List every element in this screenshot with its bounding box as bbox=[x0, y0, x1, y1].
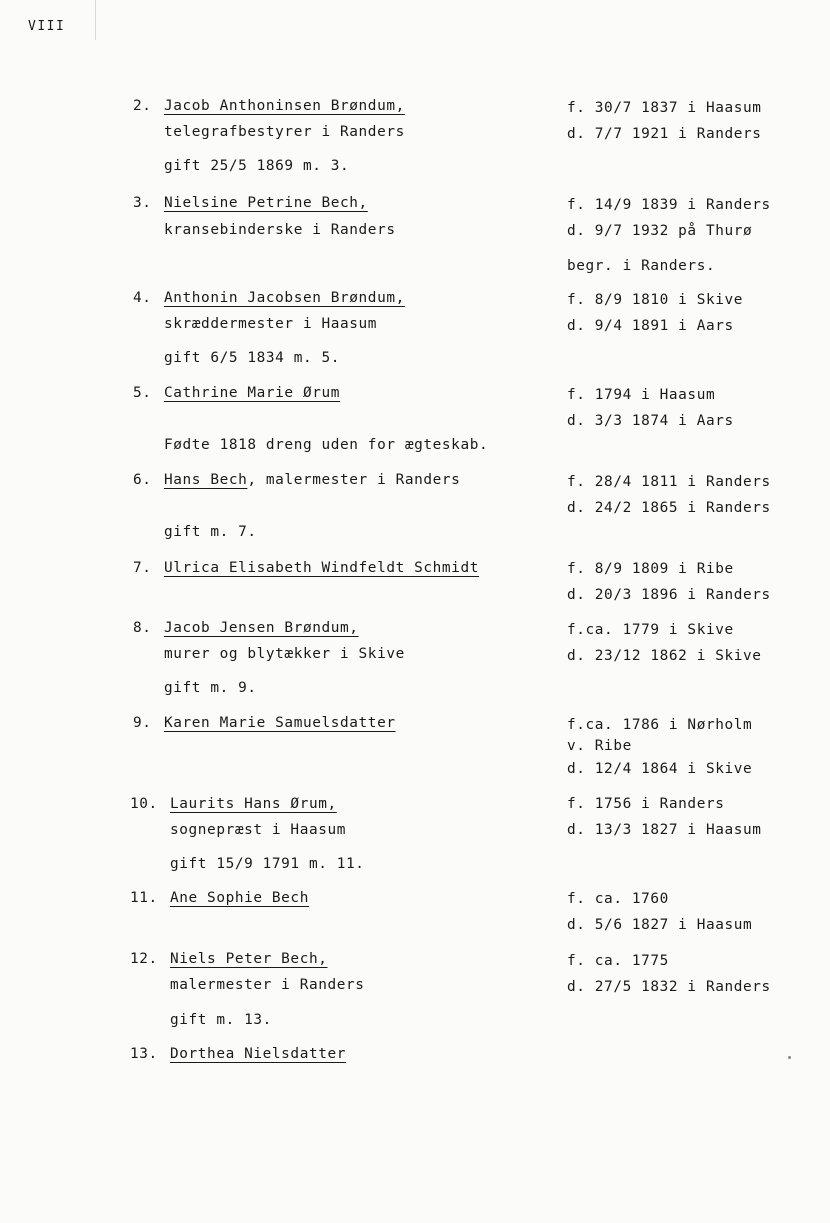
entry-number: 11. bbox=[130, 890, 158, 906]
marriage-note: gift 6/5 1834 m. 5. bbox=[164, 350, 341, 366]
occupation: murer og blytækker i Skive bbox=[164, 646, 405, 662]
marriage-note: gift 15/9 1791 m. 11. bbox=[170, 856, 365, 872]
birth-info: f.ca. 1786 i Nørholm bbox=[567, 717, 753, 733]
death-info: d. 9/7 1932 på Thurø bbox=[567, 223, 753, 239]
death-info: d. 12/4 1864 i Skive bbox=[567, 761, 753, 777]
death-info: d. 13/3 1827 i Haasum bbox=[567, 822, 762, 838]
person-name: Karen Marie Samuelsdatter bbox=[164, 715, 396, 731]
death-info: d. 20/3 1896 i Randers bbox=[567, 587, 771, 603]
death-info: d. 9/4 1891 i Aars bbox=[567, 318, 734, 334]
occupation: kransebinderske i Randers bbox=[164, 222, 396, 238]
person-name: Jacob Jensen Brøndum, bbox=[164, 620, 359, 636]
entry-number: 10. bbox=[130, 796, 158, 812]
entry-number: 9. bbox=[133, 715, 152, 731]
occupation: sognepræst i Haasum bbox=[170, 822, 347, 838]
death-info: d. 7/7 1921 i Randers bbox=[567, 126, 762, 142]
person-line bbox=[164, 471, 460, 489]
birth-info: f. 14/9 1839 i Randers bbox=[567, 197, 771, 213]
entry-number: 5. bbox=[133, 385, 152, 401]
occupation: telegrafbestyrer i Randers bbox=[164, 124, 405, 140]
marriage-note: gift m. 7. bbox=[164, 524, 257, 540]
birth-info: f.ca. 1779 i Skive bbox=[567, 622, 734, 638]
entry-number: 4. bbox=[133, 290, 152, 306]
person-name: Cathrine Marie Ørum bbox=[164, 385, 341, 401]
marriage-note: gift m. 13. bbox=[170, 1012, 272, 1028]
ink-speck bbox=[788, 1056, 791, 1059]
person-name: Anthonin Jacobsen Brøndum, bbox=[164, 290, 405, 306]
entry-number: 3. bbox=[133, 195, 152, 211]
person-name: Ulrica Elisabeth Windfeldt Schmidt bbox=[164, 560, 479, 576]
entry-number: 7. bbox=[133, 560, 152, 576]
person-name: Jacob Anthoninsen Brøndum, bbox=[164, 98, 405, 114]
person-name: Hans Bech bbox=[164, 472, 248, 488]
occupation: skræddermester i Haasum bbox=[164, 316, 378, 332]
marriage-note: gift 25/5 1869 m. 3. bbox=[164, 158, 350, 174]
person-name: Niels Peter Bech, bbox=[170, 951, 328, 967]
birth-place: v. Ribe bbox=[567, 738, 632, 754]
person-name: Ane Sophie Bech bbox=[170, 890, 309, 906]
note: Fødte 1818 dreng uden for ægteskab. bbox=[164, 437, 489, 453]
marriage-note: gift m. 9. bbox=[164, 680, 257, 696]
birth-info: f. 1794 i Haasum bbox=[567, 387, 716, 403]
birth-info: f. 1756 i Randers bbox=[567, 796, 725, 812]
birth-info: f. 8/9 1809 i Ribe bbox=[567, 561, 734, 577]
death-info: d. 5/6 1827 i Haasum bbox=[567, 917, 753, 933]
birth-info: f. ca. 1775 bbox=[567, 953, 669, 969]
occupation: , malermester i Randers bbox=[247, 472, 461, 488]
entry-number: 13. bbox=[130, 1046, 158, 1062]
person-name: Laurits Hans Ørum, bbox=[170, 796, 337, 812]
birth-info: f. 30/7 1837 i Haasum bbox=[567, 100, 762, 116]
page-number: VIII bbox=[28, 19, 66, 34]
entry-number: 2. bbox=[133, 98, 152, 114]
person-name: Dorthea Nielsdatter bbox=[170, 1046, 347, 1062]
burial-info: begr. i Randers. bbox=[567, 258, 716, 274]
death-info: d. 27/5 1832 i Randers bbox=[567, 979, 771, 995]
entry-number: 12. bbox=[130, 951, 158, 967]
birth-info: f. 28/4 1811 i Randers bbox=[567, 474, 771, 490]
entry-number: 6. bbox=[133, 472, 152, 488]
death-info: d. 3/3 1874 i Aars bbox=[567, 413, 734, 429]
person-name: Nielsine Petrine Bech, bbox=[164, 195, 368, 211]
bleed-through-line bbox=[95, 0, 96, 40]
occupation: malermester i Randers bbox=[170, 977, 365, 993]
death-info: d. 23/12 1862 i Skive bbox=[567, 648, 762, 664]
birth-info: f. ca. 1760 bbox=[567, 891, 669, 907]
birth-info: f. 8/9 1810 i Skive bbox=[567, 292, 744, 308]
death-info: d. 24/2 1865 i Randers bbox=[567, 500, 771, 516]
entry-number: 8. bbox=[133, 620, 152, 636]
